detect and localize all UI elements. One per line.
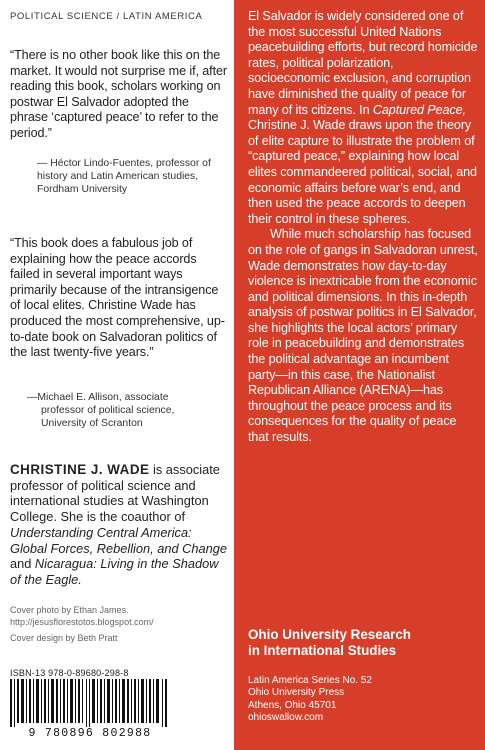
book-title: Nicaragua: Living in the Shadow of the Eagle.	[10, 556, 219, 587]
press-website: ohioswallow.com	[248, 712, 324, 724]
credit-url: http://jesusflorestotos.blogspot.com/	[10, 617, 154, 627]
publisher-info	[248, 675, 478, 725]
credit-line: Cover photo by Ethan James.	[10, 605, 129, 615]
review-attribution-1	[37, 157, 229, 197]
cover-design-credit: Cover design by Beth Pratt	[10, 633, 118, 643]
attribution-line: —Michael E. Allison, associate	[27, 392, 169, 403]
author-bio	[10, 462, 232, 588]
attribution-line: — Héctor Lindo-Fuentes, professor of	[37, 158, 211, 169]
barcode	[10, 679, 170, 727]
review-quote-2: “This book does a fabulous job of explaining how the peace accords failed in several important ways primarily because of the intransigence of local elites. Christine Wade has produced the most comprehensive, up-to-date book on Salvadoran politics of the last twenty-five years.”	[10, 236, 225, 360]
attribution-line: Fordham University	[37, 184, 128, 196]
press-name: Ohio University Press	[248, 687, 345, 699]
bio-text: is associate professor of political science and international studies at Washington College. She is the coauthor of	[10, 462, 220, 525]
cover-photo-credit	[10, 604, 225, 628]
publisher-line: Ohio University Research	[248, 627, 411, 642]
attribution-line: University of Scranton	[41, 418, 143, 430]
series-name: Latin America Series No. 52	[248, 675, 372, 686]
book-title: Understanding Central America: Global Forces, Rebellion, and Change	[10, 524, 227, 556]
author-name: CHRISTINE J. WADE	[10, 462, 150, 477]
publisher-line: in International Studies	[248, 643, 397, 658]
right-panel	[234, 0, 485, 750]
description-text: Christine J. Wade draws upon the theory of elite capture to illustrate the problem of “captured peace,” explaining how local elites commandeered political, social, and economic affairs before war’s end, and then used the peace accords to deepen their control in these spheres.	[248, 118, 477, 226]
attribution-line: history and Latin American studies,	[37, 171, 199, 183]
book-description	[248, 9, 478, 446]
press-city: Athens, Ohio 45701	[248, 699, 337, 711]
description-paragraph-1	[248, 9, 478, 227]
barcode-number: 9 780896 802988	[28, 727, 152, 740]
isbn: ISBN-13 978-0-89680-298-8	[10, 668, 129, 678]
left-panel	[0, 0, 234, 750]
review-attribution-2	[27, 391, 227, 431]
description-text: El Salvador is widely considered one of the most successful United Nations peacebuilding efforts, but record homicide rates, political polarization, socioeconomic exclusion, and corruption have diminished the quality of peace for many of its citizens. In	[248, 9, 478, 117]
attribution-line: professor of political science,	[41, 405, 175, 417]
review-quote-1: “There is no other book like this on the market. It would not surprise me if, after reading this book, scholars working on postwar El Salvador adopted the phrase ‘captured peace’ to refer to the period.”	[10, 48, 227, 140]
bio-text: and	[10, 556, 35, 572]
description-paragraph-2: While much scholarship has focused on the role of gangs in Salvadoran unrest, Wade demonstrates how day-to-day violence is inextricable from the economic and political dimensions. In this in-depth analysis of postwar politics in El Salvador, she highlights the local actors’ primary role in peacebuilding and demonstrates the political advantage an incumbent party—in this case, the Nationalist Republican Alliance (ARENA)—has throughout the peace process and its consequences for the quality of peace that results.	[248, 227, 478, 445]
book-title: Captured Peace,	[372, 102, 466, 117]
book-category: POLITICAL SCIENCE / LATIN AMERICA	[10, 11, 203, 22]
publisher-name	[248, 627, 478, 659]
